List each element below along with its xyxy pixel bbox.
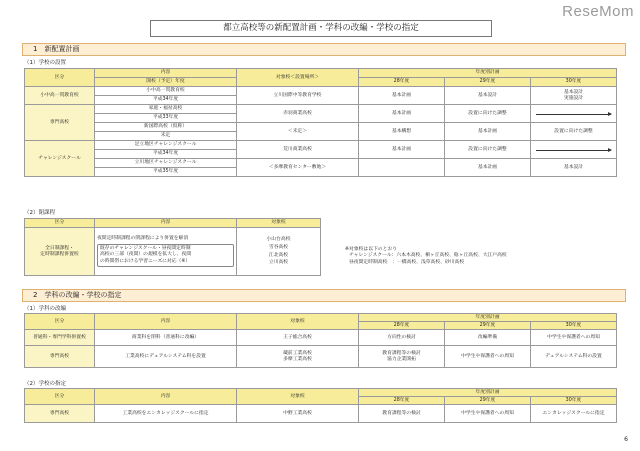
plan-cell: 改編準備 bbox=[445, 330, 531, 346]
plan-cell: 基本設計 bbox=[531, 159, 617, 177]
plan-cell: エンカレッジスクールに指定 bbox=[531, 405, 617, 423]
plan-cell: 基本計画 bbox=[359, 105, 445, 123]
header-category: 区分 bbox=[25, 389, 95, 405]
target-line: 多摩工業高校 bbox=[283, 356, 312, 362]
target-line: 蔵前工業高校 bbox=[283, 351, 312, 357]
plan-cell: 方向性の検討 bbox=[359, 330, 445, 346]
subsection-course-reform: （1）学科の改編 bbox=[24, 306, 66, 312]
plan-line: 教育課程等の検討 bbox=[382, 351, 421, 357]
target-cell: 荒川商業高校 bbox=[237, 141, 359, 159]
header-target-school: 対象校＜設置場所＞ bbox=[237, 69, 359, 87]
target-cell: 王子総合高校 bbox=[237, 330, 359, 346]
plan-cell: 基本計画 bbox=[359, 141, 445, 159]
content-box bbox=[97, 244, 234, 267]
year-cell: 平成34年度 bbox=[95, 150, 237, 159]
header-y29: 29年度 bbox=[445, 78, 531, 87]
content-cell: 工業高校にデュアルシステム科を設置 bbox=[95, 346, 237, 368]
year-cell: 平成35年度 bbox=[95, 168, 237, 177]
course-reform-table bbox=[24, 313, 617, 368]
target-cell: 赤羽商業高校 bbox=[237, 105, 359, 123]
plan-cell: 設置に向けた調整 bbox=[445, 105, 531, 123]
content-cell: 小中高一貫教育校 bbox=[95, 87, 237, 96]
subsection-school-designation: （2）学校の指定 bbox=[24, 381, 66, 387]
header-y30: 30年度 bbox=[531, 322, 617, 330]
school-name: 小山台高校 bbox=[266, 237, 291, 243]
header-yearly-plan: 年度別計画 bbox=[359, 389, 617, 397]
header-target-school: 対象校 bbox=[237, 314, 359, 330]
category-line: 定時制課程併置校 bbox=[40, 251, 79, 257]
continuation-arrow bbox=[531, 105, 617, 123]
category-cell: 小中高一貫教育校 bbox=[25, 87, 95, 105]
page-number: 6 bbox=[624, 436, 628, 443]
note-line: 昼夜間定時制高校 ：一橋高校、浅草高校、砂川高校 bbox=[349, 259, 465, 265]
plan-line: 基本設計 bbox=[563, 90, 584, 96]
year-cell: 未定 bbox=[95, 132, 237, 141]
category-cell: 専門高校 bbox=[25, 346, 95, 368]
plan-line: 実施設計 bbox=[563, 95, 584, 101]
category-cell: チャレンジスクール bbox=[25, 141, 95, 177]
header-y28: 28年度 bbox=[359, 322, 445, 330]
header-y30: 30年度 bbox=[531, 78, 617, 87]
header-opening-year: 開校（予定）年度 bbox=[95, 78, 237, 87]
category-cell: 専門高校 bbox=[25, 405, 95, 423]
category-cell bbox=[25, 228, 95, 276]
target-schools-cell bbox=[237, 228, 321, 276]
target-cell: 立川国際中等教育学校 bbox=[237, 87, 359, 105]
header-category: 区分 bbox=[25, 219, 95, 228]
plan-cell: 教育課程等の検討 bbox=[359, 405, 445, 423]
category-cell: 普通科・専門学科併置校 bbox=[25, 330, 95, 346]
target-cell: ＜未定＞ bbox=[237, 123, 359, 141]
section-header-new-placement: 1 新配置計画 bbox=[22, 43, 626, 56]
content-cell: 家庭・福祉高校 bbox=[95, 105, 237, 114]
year-cell: 平成34年度 bbox=[95, 96, 237, 105]
plan-cell: 中学生や保護者への周知 bbox=[531, 330, 617, 346]
header-y28: 28年度 bbox=[359, 397, 445, 405]
plan-cell bbox=[359, 346, 445, 368]
school-establishment-table bbox=[24, 68, 617, 177]
page-title: 都立高校等の新配置計画・学科の改編・学校の指定 bbox=[150, 20, 492, 37]
plan-cell: 中学生や保護者への周知 bbox=[445, 405, 531, 423]
plan-cell: デュアルシステム科の設置 bbox=[531, 346, 617, 368]
header-content: 内容 bbox=[95, 219, 237, 228]
header-content: 内容 bbox=[95, 69, 237, 78]
content-cell: 新国際高校（仮称） bbox=[95, 123, 237, 132]
content-box-line: の時間帯における学習ニーズに対応（※） bbox=[100, 258, 191, 264]
section-header-course-reform: 2 学科の改編・学校の指定 bbox=[22, 289, 626, 302]
content-box-line: 既存のチャレンジスクール・昼夜間定時制 bbox=[100, 245, 191, 251]
plan-cell: 基本構想 bbox=[359, 123, 445, 141]
target-school-note bbox=[345, 247, 507, 266]
year-cell: 平成33年度 bbox=[95, 114, 237, 123]
header-y30: 30年度 bbox=[531, 397, 617, 405]
content-cell: 立川地区チャレンジスクール bbox=[95, 159, 237, 168]
header-category: 区分 bbox=[25, 314, 95, 330]
target-cell: 中野工業高校 bbox=[237, 405, 359, 423]
category-line: 全日制課程・ bbox=[45, 246, 74, 252]
plan-cell: 設置に向けた調整 bbox=[531, 123, 617, 141]
header-y28: 28年度 bbox=[359, 78, 445, 87]
note-line: ※対象校は以下のとおり bbox=[345, 247, 397, 252]
course-closure-table bbox=[24, 218, 321, 276]
school-name: 雪谷高校 bbox=[268, 244, 289, 250]
brand-logo: ReseMom bbox=[562, 3, 634, 20]
school-name: 江北高校 bbox=[268, 252, 289, 258]
subsection-school-establishment: （1）学校の設置 bbox=[24, 60, 66, 66]
content-cell: 足立地区チャレンジスクール bbox=[95, 141, 237, 150]
content-cell bbox=[95, 228, 237, 276]
header-yearly-plan: 年度別計画 bbox=[359, 314, 617, 322]
header-category: 区分 bbox=[25, 69, 95, 87]
school-designation-table bbox=[24, 388, 617, 423]
plan-cell: 基本計画 bbox=[445, 123, 531, 141]
content-cell: 商業科を閉科（普通科に改編） bbox=[95, 330, 237, 346]
plan-cell: 設置に向けた調整 bbox=[445, 141, 531, 159]
header-content: 内容 bbox=[95, 389, 237, 405]
category-cell: 専門高校 bbox=[25, 105, 95, 141]
content-box-line: 高校の三部（夜間）の規模を拡大し、夜間 bbox=[100, 252, 192, 258]
target-cell bbox=[237, 346, 359, 368]
target-cell: ＜多摩教育センター敷地＞ bbox=[237, 159, 359, 177]
plan-cell: 基本計画 bbox=[445, 159, 531, 177]
content-line: 夜間定時制課程の閉課程により併置を解消 bbox=[97, 235, 189, 241]
header-content: 内容 bbox=[95, 314, 237, 330]
plan-cell bbox=[531, 87, 617, 105]
plan-cell: 基本計画 bbox=[359, 87, 445, 105]
header-target-school: 対象校 bbox=[237, 389, 359, 405]
header-y29: 29年度 bbox=[445, 322, 531, 330]
plan-line: 協力企業開拓 bbox=[387, 356, 416, 362]
plan-cell-empty bbox=[359, 159, 445, 177]
plan-cell: 中学生や保護者への周知 bbox=[445, 346, 531, 368]
header-target-school: 対象校 bbox=[237, 219, 321, 228]
header-y29: 29年度 bbox=[445, 397, 531, 405]
note-line: チャレンジスクール：六本木高校、桐ヶ丘高校、稔ヶ丘高校、大江戸高校 bbox=[349, 253, 507, 259]
header-yearly-plan: 年度別計画 bbox=[359, 69, 617, 78]
school-name: 立川高校 bbox=[268, 260, 289, 266]
plan-cell: 基本設計 bbox=[445, 87, 531, 105]
subsection-course-closure: （2）閉課程 bbox=[24, 210, 55, 216]
continuation-arrow bbox=[531, 141, 617, 159]
content-cell: 工業高校をエンカレッジスクールに指定 bbox=[95, 405, 237, 423]
